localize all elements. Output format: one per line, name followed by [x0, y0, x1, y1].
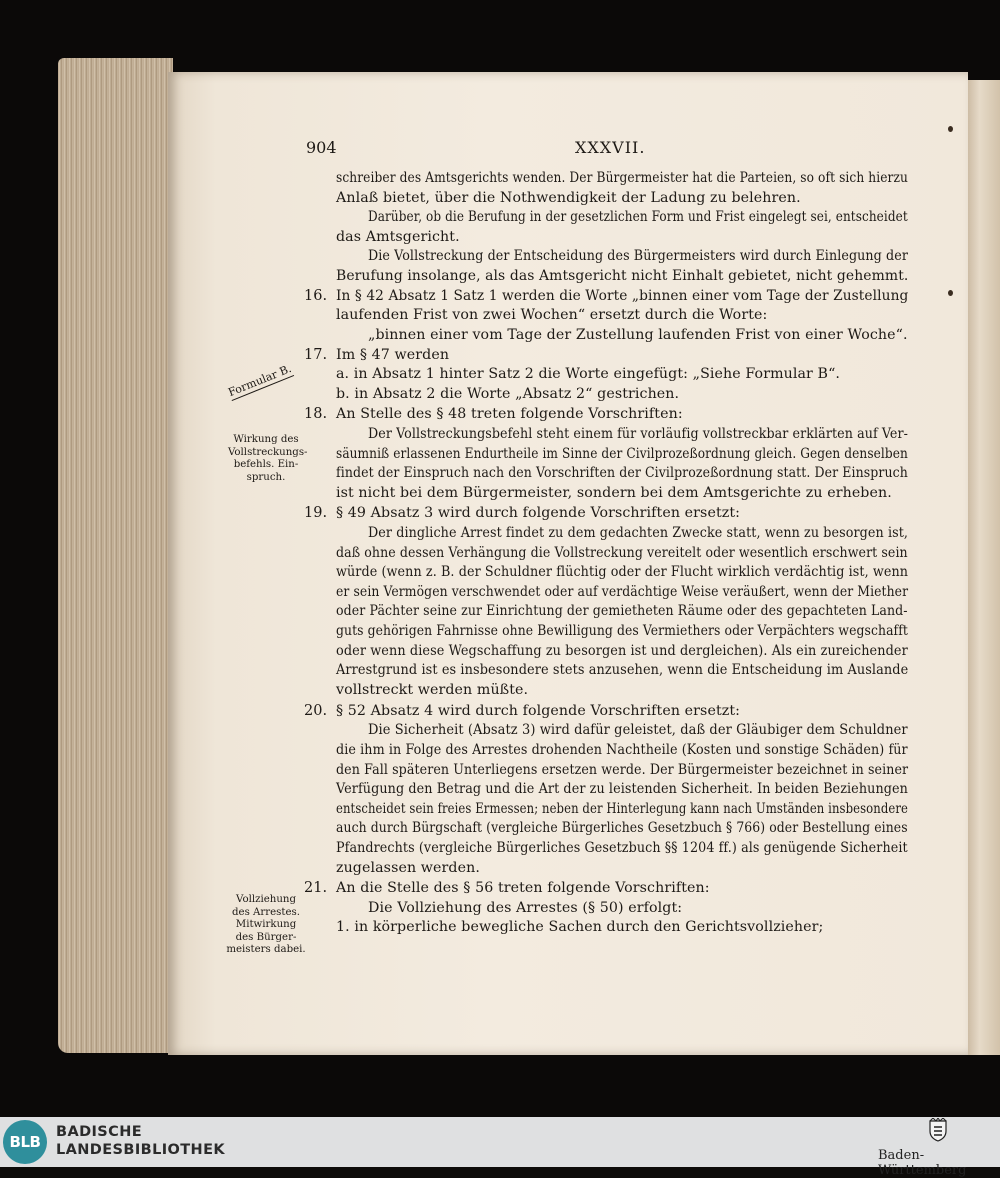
text-line: „binnen einer vom Tage der Zustellung laufenden Frist von einer Woche“.: [368, 327, 908, 343]
margin-note-line: Mitwirkung: [235, 919, 297, 930]
text-line: Die Vollziehung des Arrestes (§ 50) erfolgt:: [368, 900, 683, 916]
baden-wuerttemberg-crest-icon: [928, 1118, 948, 1142]
margin-note-formular: Formular B.: [226, 362, 294, 400]
item-number: 18.: [304, 406, 328, 422]
text-line: § 49 Absatz 3 wird durch folgende Vorschriften ersetzt:: [336, 505, 740, 521]
text-line: a. in Absatz 1 hinter Satz 2 die Worte eingefügt: „Siehe Formular B“.: [336, 366, 841, 382]
text-line: Pfandrechts (vergleiche Bürgerliches Gesetzbuch §§ 1204 ff.) als genügende Sicherheit: [336, 840, 908, 856]
paper-speck: [948, 126, 953, 132]
text-line: oder wenn diese Wegschaffung zu besorgen ist und dergleichen). Als ein zureichender: [336, 643, 908, 659]
text-line: vollstreckt werden müßte.: [336, 682, 529, 698]
margin-note-line: Wirkung des: [233, 434, 299, 445]
margin-note-line: Vollziehung: [236, 894, 296, 905]
text-line: schreiber des Amtsgerichts wenden. Der Bürgermeister hat die Parteien, so oft sich hierzu: [336, 170, 908, 186]
text-line: er sein Vermögen verschwendet oder auf verdächtige Weise veräußert, wenn der Miether: [336, 584, 909, 600]
item-number: 17.: [304, 347, 328, 363]
text-line: An Stelle des § 48 treten folgende Vorschriften:: [336, 406, 683, 422]
paper-speck: [948, 290, 953, 296]
page-number: 904: [306, 138, 337, 157]
margin-note-line: des Bürger-: [235, 931, 297, 943]
text-line: Arrestgrund ist es insbesondere stets anzusehen, wenn die Entscheidung im Auslande: [336, 662, 909, 678]
margin-note-wirkung: [228, 434, 308, 484]
margin-note-vollziehung: [226, 894, 306, 957]
text-line: Der Vollstreckungsbefehl steht einem für vorläufig vollstreckbar erklärten auf Ver-: [368, 426, 909, 442]
library-name-line2: LANDESBIBLIOTHEK: [56, 1142, 226, 1158]
item-number: 19.: [304, 505, 328, 521]
text-line: auch durch Bürgschaft (vergleiche Bürgerliches Gesetzbuch § 766) oder Bestellung eines: [336, 820, 908, 836]
text-line: Anlaß bietet, über die Nothwendigkeit der Ladung zu belehren.: [336, 190, 801, 206]
text-line: Die Vollstreckung der Entscheidung des Bürgermeisters wird durch Einlegung der: [368, 248, 908, 264]
text-line: würde (wenn z. B. der Schuldner flüchtig oder der Flucht wirklich verdächtig ist, wenn: [336, 564, 909, 580]
chapter-heading: XXXVII.: [575, 138, 646, 157]
text-line: Der dingliche Arrest findet zu dem gedachten Zwecke statt, wenn zu besorgen ist,: [368, 525, 909, 541]
text-line: daß ohne dessen Verhängung die Vollstreckung vereitelt oder wesentlich erschwert sein: [336, 545, 908, 561]
margin-note-line: des Arrestes.: [232, 906, 300, 918]
text-line: Berufung insolange, als das Amtsgericht nicht Einhalt gebietet, nicht gehemmt.: [336, 268, 909, 284]
text-line: Darüber, ob die Berufung in der gesetzlichen Form und Frist eingelegt sei, entscheidet: [368, 209, 908, 225]
text-line: guts gehörigen Fahrnisse ohne Bewilligung des Vermiethers oder Verpächters wegschafft: [336, 623, 908, 639]
text-line: § 52 Absatz 4 wird durch folgende Vorschriften ersetzt:: [336, 703, 740, 719]
text-line: den Fall späteren Unterliegens ersetzen werde. Der Bürgermeister bezeichnet in seiner: [336, 762, 909, 778]
book-page-edge-right: [966, 80, 1000, 1055]
text-line: Im § 47 werden: [336, 347, 450, 363]
text-line: Die Sicherheit (Absatz 3) wird dafür geleistet, daß der Gläubiger dem Schuldner: [368, 722, 908, 738]
text-line: laufenden Frist von zwei Wochen“ ersetzt durch die Worte:: [336, 307, 768, 323]
item-number: 16.: [304, 288, 328, 304]
text-line: entscheidet sein freies Ermessen; neben der Hinterlegung kann nach Umständen insbesondere: [336, 801, 908, 817]
text-line: oder Pächter seine zur Einrichtung der gemietheten Räume oder des gepachteten Land-: [336, 603, 908, 619]
text-line: Verfügung den Betrag und die Art der zu leistenden Sicherheit. In beiden Beziehungen: [336, 781, 908, 797]
margin-note-line: Vollstreckungs-: [228, 446, 308, 458]
blb-logo[interactable]: BLB: [3, 1120, 47, 1164]
margin-note-line: spruch.: [246, 471, 286, 483]
text-line: ist nicht bei dem Bürgermeister, sondern bei dem Amtsgerichte zu erheben.: [336, 485, 892, 501]
text-line: 1. in körperliche bewegliche Sachen durch den Gerichtsvollzieher;: [336, 919, 824, 935]
item-number: 20.: [304, 703, 328, 719]
book-page-edges-left: [58, 58, 173, 1053]
text-line: säumniß erlassenen Endurtheile im Sinne der Civilprozeßordnung gleich. Gegen denselben: [336, 446, 908, 462]
text-line: b. in Absatz 2 die Worte „Absatz 2“ gestrichen.: [336, 386, 680, 402]
text-line: das Amtsgericht.: [336, 229, 460, 245]
text-line: findet der Einspruch nach den Vorschriften der Civilprozeßordnung statt. Der Einspruch: [336, 465, 908, 481]
margin-note-line: befehls. Ein-: [233, 459, 299, 470]
text-line: In § 42 Absatz 1 Satz 1 werden die Worte „binnen einer vom Tage der Zustellung: [336, 288, 909, 304]
margin-note-line: meisters dabei.: [226, 944, 306, 955]
library-name-line1: BADISCHE: [56, 1124, 143, 1140]
text-line: An die Stelle des § 56 treten folgende Vorschriften:: [336, 880, 710, 896]
state-logo-text: Baden-Württemberg: [878, 1148, 967, 1178]
item-number: 21.: [304, 880, 328, 896]
text-line: zugelassen werden.: [336, 860, 480, 876]
text-line: die ihm in Folge des Arrestes drohenden Nachtheile (Kosten und sonstige Schäden) für: [336, 742, 908, 758]
